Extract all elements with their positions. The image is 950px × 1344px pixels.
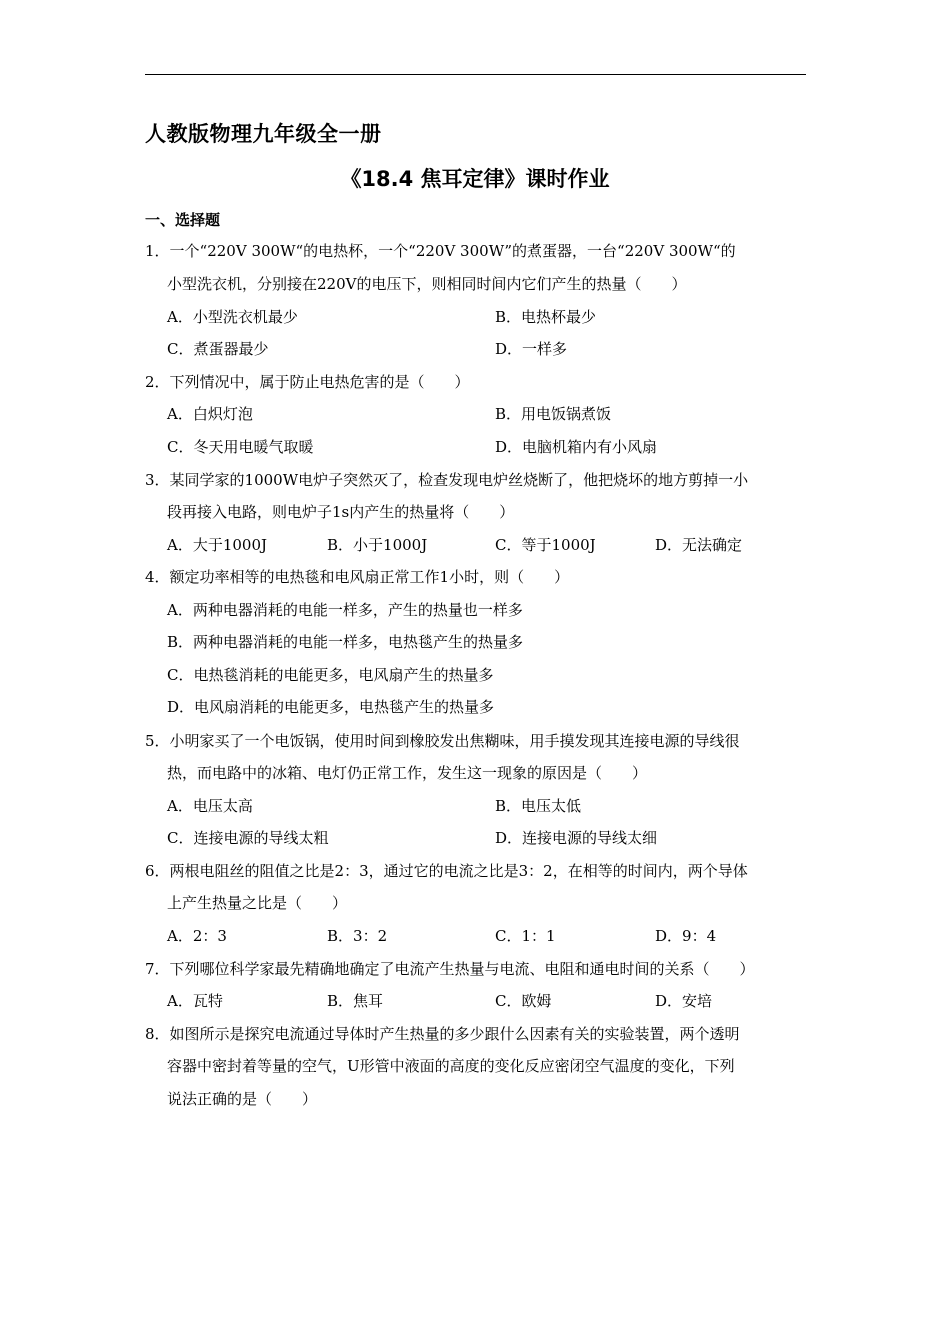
question-5-line-1: 5．小明家买了一个电饭锅，使用时间到橡胶发出焦糊味，用手摸发现其连接电源的导线很 (145, 732, 740, 750)
question-2-line-1: 2．下列情况中，属于防止电热危害的是（ ） (145, 373, 470, 391)
question-6-option-d: D．9：4 (655, 927, 717, 945)
question-5-option-b: B．电压太低 (495, 797, 582, 815)
question-8-line-2: 容器中密封着等量的空气，U形管中液面的高度的变化反应密闭空气温度的变化，下列 (167, 1057, 735, 1075)
question-3-option-b: B．小于1000J (327, 536, 428, 554)
question-7-option-d: D．安培 (655, 992, 713, 1010)
question-3-option-a: A．大于1000J (167, 536, 268, 554)
question-4-line-1: 4．额定功率相等的电热毯和电风扇正常工作1小时，则（ ） (145, 568, 570, 586)
question-6-option-b: B．3：2 (327, 927, 388, 945)
question-5-option-a: A．电压太高 (167, 797, 253, 815)
question-5-option-d: D．连接电源的导线太细 (495, 829, 658, 847)
question-3-option-d: D．无法确定 (655, 536, 743, 554)
question-7-line-1: 7．下列哪位科学家最先精确地确定了电流产生热量与电流、电阻和通电时间的关系（ ） (145, 960, 755, 978)
question-5-line-2: 热，而电路中的冰箱、电灯仍正常工作，发生这一现象的原因是（ ） (167, 764, 648, 782)
question-1-option-c: C．煮蛋器最少 (167, 340, 269, 358)
question-8-line-3: 说法正确的是（ ） (167, 1090, 318, 1108)
header-rule (145, 74, 806, 75)
question-1-line-2: 小型洗衣机，分别接在220V的电压下，则相同时间内它们产生的热量（ ） (167, 275, 687, 293)
question-1-line-1: 1．一个“220V 300W“的电热杯，一个“220V 300W”的煮蛋器，一台“220V 300W“的 (145, 242, 736, 260)
question-2-option-b: B．用电饭锅煮饭 (495, 405, 612, 423)
question-1-option-b: B．电热杯最少 (495, 308, 597, 326)
question-7-option-c: C．欧姆 (495, 992, 552, 1010)
question-6-option-c: C．1：1 (495, 927, 556, 945)
question-4-option-d: D．电风扇消耗的电能更多，电热毯产生的热量多 (167, 698, 495, 716)
question-4-option-b: B．两种电器消耗的电能一样多，电热毯产生的热量多 (167, 633, 524, 651)
doc-title: 《18.4 焦耳定律》课时作业 (340, 167, 610, 191)
question-2-option-a: A．白炽灯泡 (167, 405, 253, 423)
question-7-option-a: A．瓦特 (167, 992, 223, 1010)
question-4-option-a: A．两种电器消耗的电能一样多，产生的热量也一样多 (167, 601, 523, 619)
question-2-option-c: C．冬天用电暖气取暖 (167, 438, 314, 456)
section-heading: 一、选择题 (145, 211, 221, 229)
question-3-option-c: C．等于1000J (495, 536, 596, 554)
question-4-option-c: C．电热毯消耗的电能更多，电风扇产生的热量多 (167, 666, 494, 684)
question-3-line-2: 段再接入电路，则电炉子1s内产生的热量将（ ） (167, 503, 515, 521)
question-8-line-1: 8．如图所示是探究电流通过导体时产生热量的多少跟什么因素有关的实验装置，两个透明 (145, 1025, 740, 1043)
question-6-option-a: A．2：3 (167, 927, 227, 945)
question-3-line-1: 3．某同学家的1000W电炉子突然灭了，检查发现电炉丝烧断了，他把烧坏的地方剪掉一小 (145, 471, 749, 489)
doc-heading: 人教版物理九年级全一册 (145, 122, 382, 146)
question-1-option-d: D．一样多 (495, 340, 568, 358)
question-2-option-d: D．电脑机箱内有小风扇 (495, 438, 658, 456)
question-7-option-b: B．焦耳 (327, 992, 384, 1010)
question-5-option-c: C．连接电源的导线太粗 (167, 829, 329, 847)
question-6-line-2: 上产生热量之比是（ ） (167, 894, 348, 912)
question-1-option-a: A．小型洗衣机最少 (167, 308, 298, 326)
question-6-line-1: 6．两根电阻丝的阻值之比是2：3，通过它的电流之比是3：2，在相等的时间内，两个导体 (145, 862, 748, 880)
